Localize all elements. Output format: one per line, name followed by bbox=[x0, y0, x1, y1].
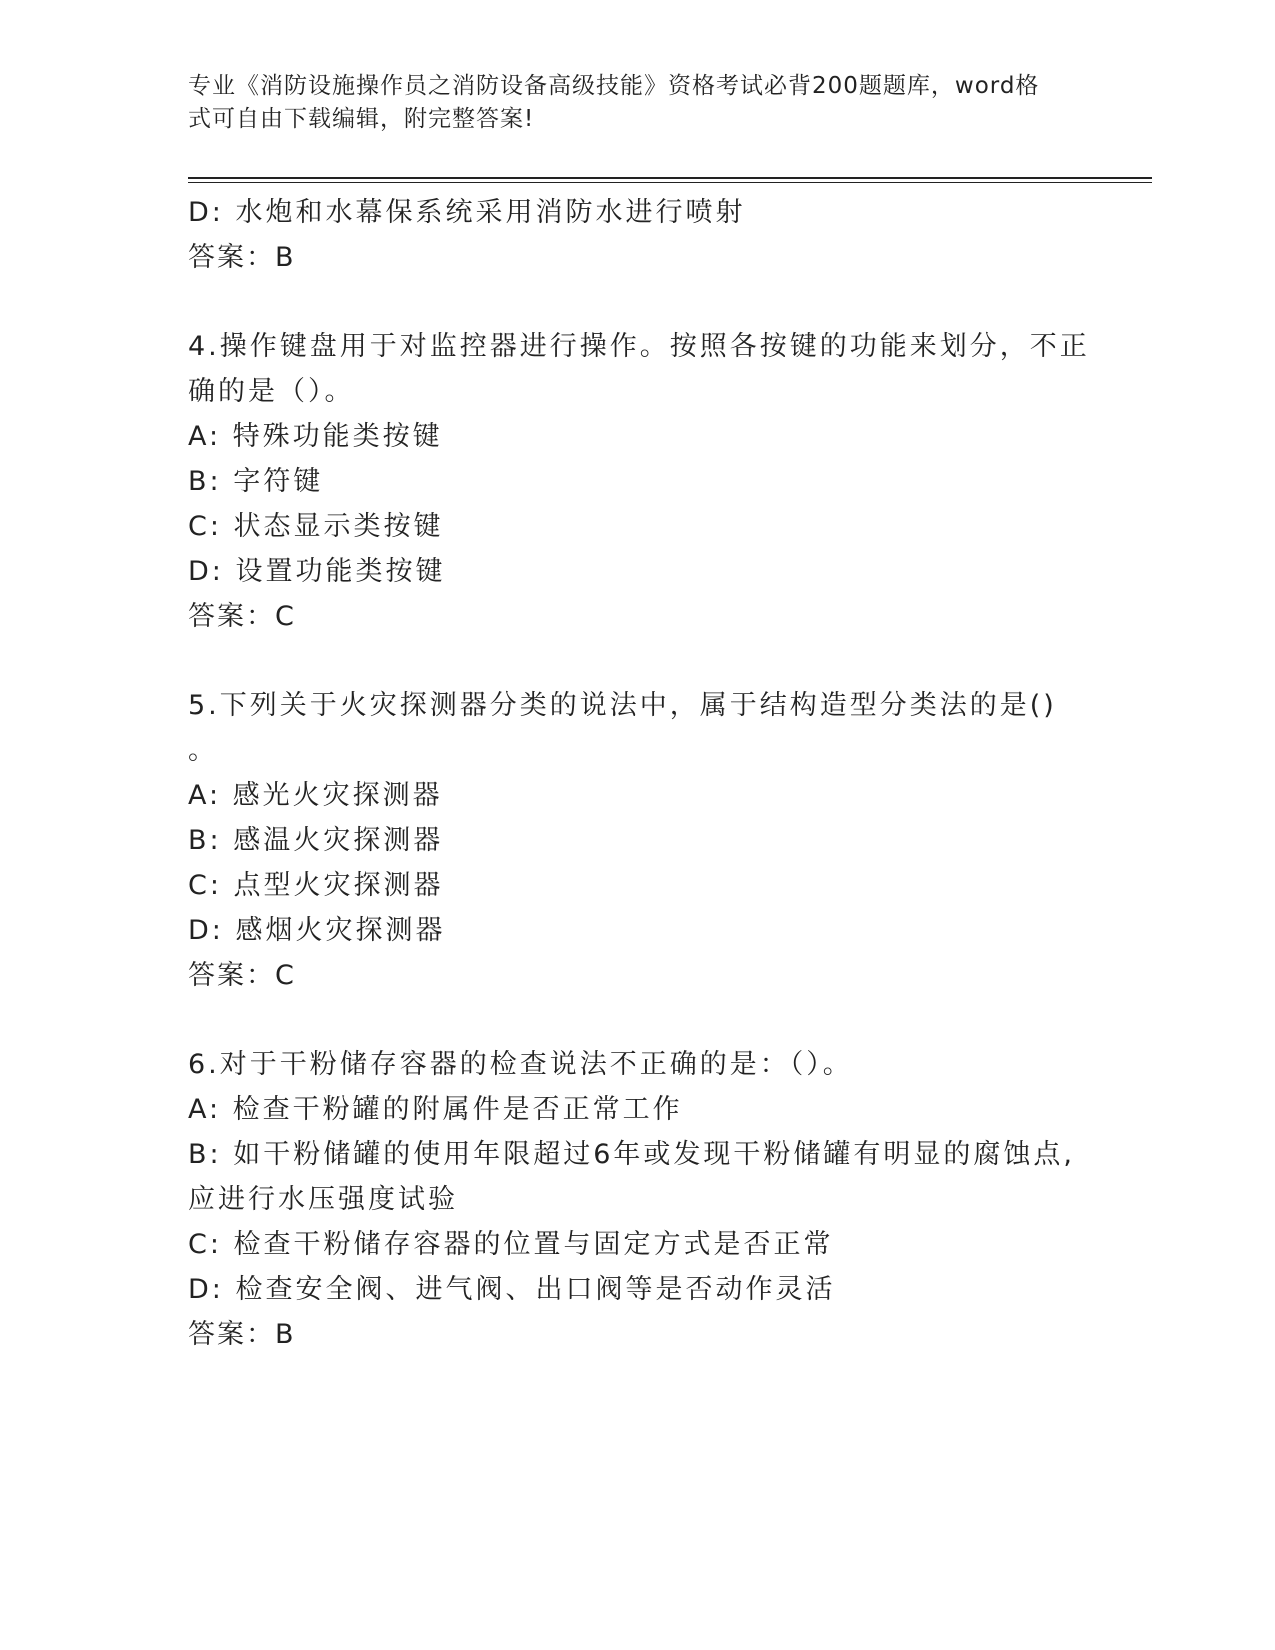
question-stem: 6.对于干粉储存容器的检查说法不正确的是：（）。 bbox=[188, 1049, 853, 1080]
answer: 答案：C bbox=[188, 601, 296, 632]
header-divider-thin bbox=[188, 182, 1152, 183]
option-d: D: 水炮和水幕保系统采用消防水进行喷射 bbox=[188, 197, 746, 228]
answer: 答案：B bbox=[188, 1319, 296, 1350]
option-a: A: 感光火灾探测器 bbox=[188, 780, 443, 811]
option-a: A: 检查干粉罐的附属件是否正常工作 bbox=[188, 1094, 683, 1125]
question-stem-line-2: 。 bbox=[188, 735, 218, 766]
option-c: C: 检查干粉储存容器的位置与固定方式是否正常 bbox=[188, 1229, 834, 1260]
option-a: A: 特殊功能类按键 bbox=[188, 421, 443, 452]
question-stem-line-1: 5.下列关于火灾探测器分类的说法中，属于结构造型分类法的是() bbox=[188, 690, 1057, 721]
header-title-line-1: 专业《消防设施操作员之消防设备高级技能》资格考试必背200题题库，word格 bbox=[188, 73, 1040, 99]
option-c: C: 点型火灾探测器 bbox=[188, 870, 444, 901]
option-d: D: 感烟火灾探测器 bbox=[188, 915, 446, 946]
option-c: C: 状态显示类按键 bbox=[188, 511, 444, 542]
question-stem-line-1: 4.操作键盘用于对监控器进行操作。按照各按键的功能来划分，不正 bbox=[188, 331, 1090, 362]
option-b: B: 感温火灾探测器 bbox=[188, 825, 444, 856]
option-b-line-2: 应进行水压强度试验 bbox=[188, 1184, 458, 1215]
document-header bbox=[188, 70, 1068, 136]
answer: 答案：B bbox=[188, 242, 296, 273]
question-list bbox=[188, 190, 1090, 1401]
question-4 bbox=[188, 324, 1090, 639]
option-d: D: 检查安全阀、进气阀、出口阀等是否动作灵活 bbox=[188, 1274, 836, 1305]
header-divider-thick bbox=[188, 177, 1152, 179]
question-6 bbox=[188, 1042, 1078, 1357]
question-5 bbox=[188, 683, 1078, 998]
option-d: D: 设置功能类按键 bbox=[188, 556, 446, 587]
question-stem-line-2: 确的是（）。 bbox=[188, 376, 355, 407]
option-b: B: 字符键 bbox=[188, 466, 324, 497]
answer: 答案：C bbox=[188, 960, 296, 991]
header-title-line-2: 式可自由下载编辑，附完整答案! bbox=[188, 106, 535, 132]
question-3-tail bbox=[188, 190, 1078, 280]
option-b-line-1: B: 如干粉储罐的使用年限超过6年或发现干粉储罐有明显的腐蚀点, bbox=[188, 1139, 1075, 1170]
